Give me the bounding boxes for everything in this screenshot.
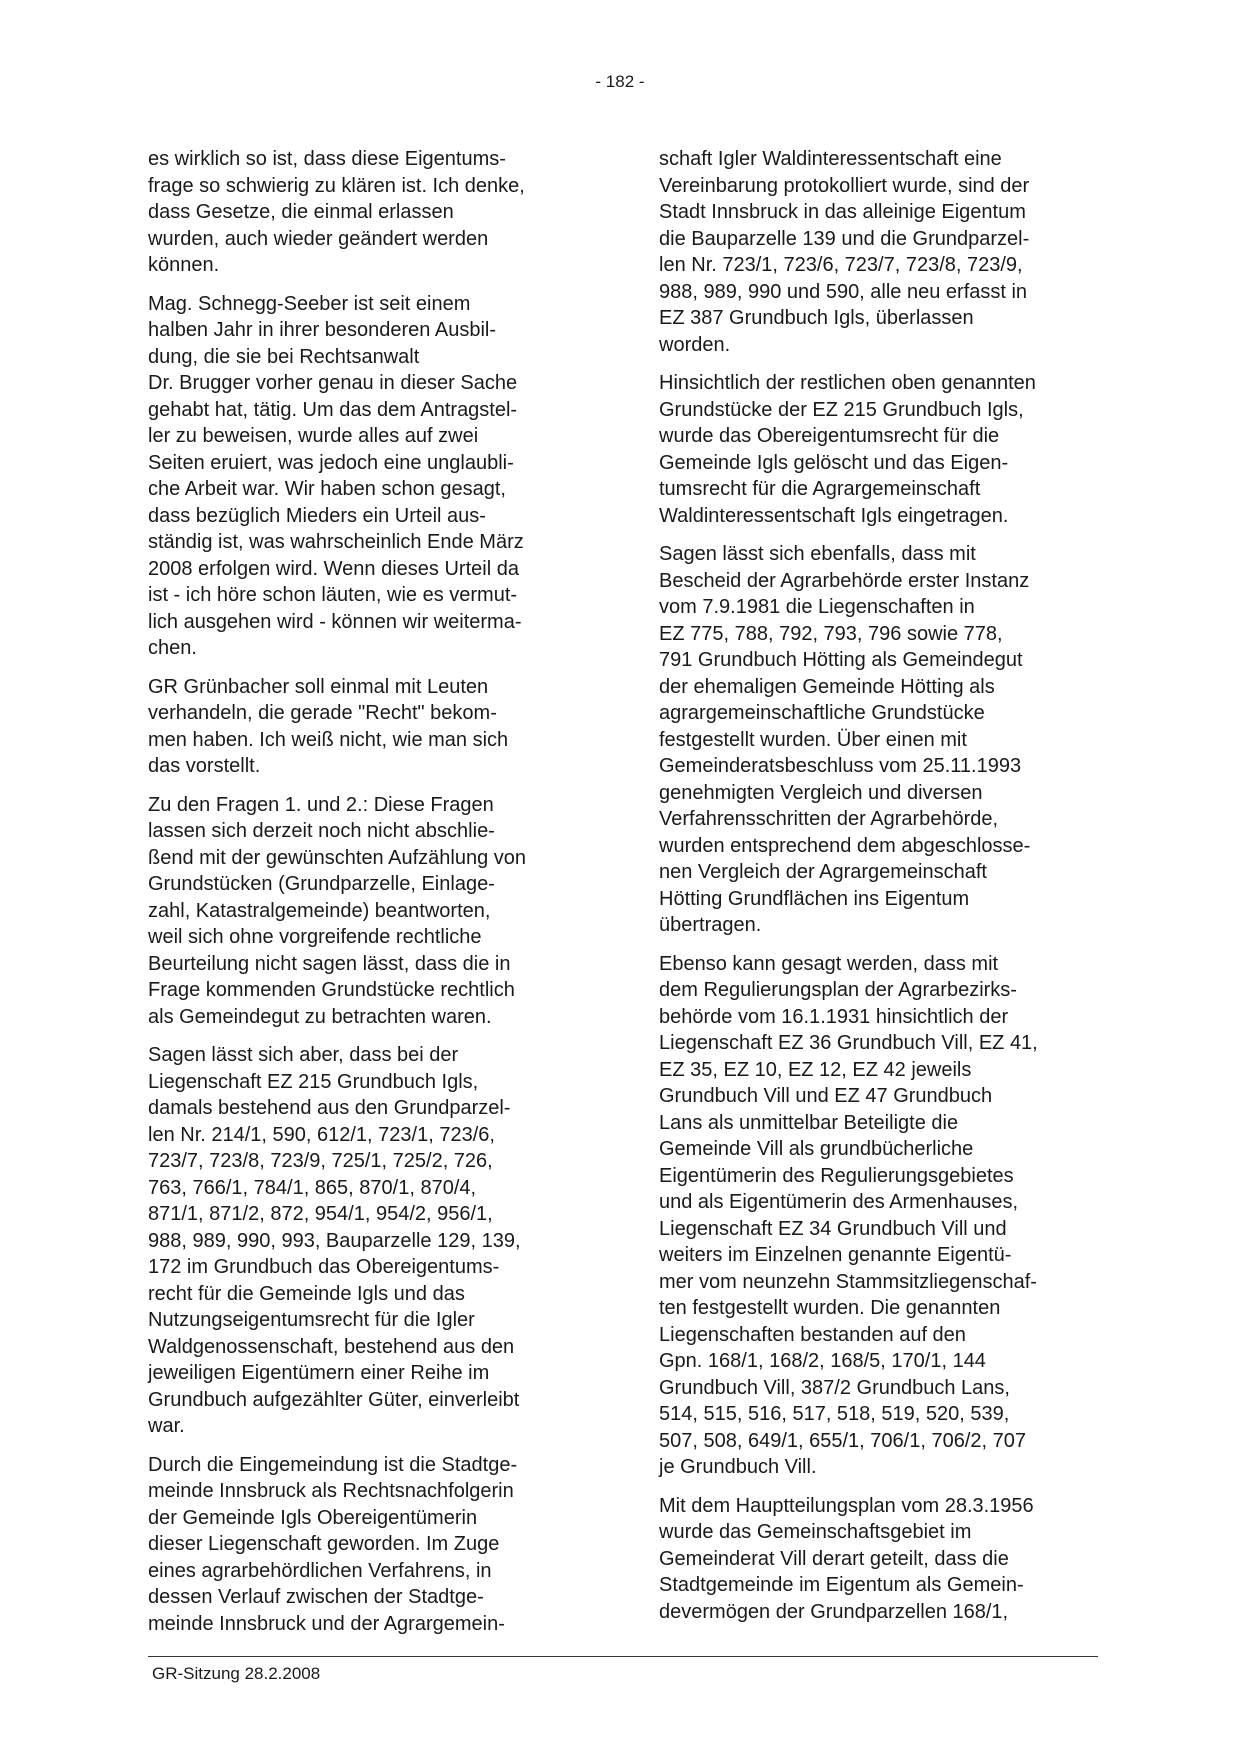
text-line: das vorstellt. — [148, 755, 261, 777]
text-line: wurden, auch wieder geändert werden — [148, 227, 489, 250]
text-line: Lans als unmittelbar Beteiligte die — [659, 1111, 959, 1134]
text-line: Vereinbarung protokolliert wurde, sind der — [659, 174, 1030, 197]
text-line: der ehemaligen Gemeinde Hötting als — [659, 675, 995, 698]
text-line: die Bauparzelle 139 und die Grundparzel- — [659, 227, 1030, 250]
text-line: zahl, Katastralgemeinde) beantworten, — [148, 899, 491, 922]
text-line: 988, 989, 990, 993, Bauparzelle 129, 139, — [148, 1229, 521, 1252]
text-line: Seiten eruiert, was jedoch eine unglaubli- — [148, 451, 514, 474]
text-line: mer vom neunzehn Stammsitzliegenschaf- — [659, 1270, 1037, 1293]
text-line: können. — [148, 254, 220, 276]
text-line: Nutzungseigentumsrecht für die Igler — [148, 1309, 475, 1331]
paragraph — [659, 951, 1095, 1481]
text-line: Grundbuch Vill und EZ 47 Grundbuch — [659, 1085, 993, 1107]
paragraph — [148, 1042, 584, 1440]
text-line: Mit dem Hauptteilungsplan vom 28.3.1956 — [659, 1494, 1034, 1517]
text-line: che Arbeit war. Wir haben schon gesagt, — [148, 478, 506, 500]
text-line: dessen Verlauf zwischen der Stadtge- — [148, 1586, 484, 1608]
text-line: als Gemeindegut zu betrachten waren. — [148, 1005, 492, 1028]
text-line: Grundstücke der EZ 215 Grundbuch Igls, — [659, 398, 1024, 421]
text-line: 723/7, 723/8, 723/9, 725/1, 725/2, 726, — [148, 1150, 493, 1172]
text-line: Sagen lässt sich ebenfalls, dass mit — [659, 543, 976, 565]
text-line: EZ 387 Grundbuch Igls, überlassen — [659, 307, 974, 329]
text-line: es wirklich so ist, dass diese Eigentums- — [148, 148, 506, 170]
text-line: ßend mit der gewünschten Aufzählung von — [148, 846, 527, 869]
text-line: agrargemeinschaftliche Grundstücke — [659, 702, 985, 724]
paragraph — [659, 370, 1095, 529]
text-line: eines agrarbehördlichen Verfahrens, in — [148, 1559, 492, 1582]
text-line: Eigentümerin des Regulierungsgebietes — [659, 1164, 1014, 1187]
text-line: behörde vom 16.1.1931 hinsichtlich der — [659, 1005, 1009, 1028]
text-line: Gpn. 168/1, 168/2, 168/5, 170/1, 144 — [659, 1350, 986, 1372]
text-line: Bescheid der Agrarbehörde erster Instanz — [659, 569, 1030, 592]
text-line: damals bestehend aus den Grundparzel- — [148, 1097, 511, 1119]
text-line: Hötting Grundflächen ins Eigentum — [659, 887, 970, 910]
paragraph — [148, 792, 584, 1031]
text-line: Dr. Brugger vorher genau in dieser Sache — [148, 372, 518, 394]
text-line: ist - ich höre schon läuten, wie es vermut- — [148, 584, 518, 606]
text-line: Beurteilung nicht sagen lässt, dass die in — [148, 952, 511, 975]
text-line: Mag. Schnegg-Seeber ist seit einem — [148, 292, 471, 315]
text-line: schaft Igler Waldinteressentschaft eine — [659, 148, 1002, 170]
text-line: der Gemeinde Igls Obereigentümerin — [148, 1506, 478, 1529]
text-line: Frage kommenden Grundstücke rechtlich — [148, 979, 515, 1001]
text-line: Ebenso kann gesagt werden, dass mit — [659, 952, 999, 975]
text-line: 507, 508, 649/1, 655/1, 706/1, 706/2, 707 — [659, 1429, 1026, 1452]
text-line: Gemeinderat Vill derart geteilt, dass die — [659, 1547, 1009, 1570]
paragraph — [148, 674, 584, 780]
text-line: wurde das Gemeinschaftsgebiet im — [659, 1521, 972, 1543]
text-line: frage so schwierig zu klären ist. Ich denke, — [148, 174, 525, 197]
text-line: ler zu beweisen, wurde alles auf zwei — [148, 425, 479, 447]
text-line: 2008 erfolgen wird. Wenn dieses Urteil da — [148, 557, 519, 580]
text-line: Liegenschaft EZ 34 Grundbuch Vill und — [659, 1217, 1007, 1240]
text-line: 172 im Grundbuch das Obereigentums- — [148, 1256, 500, 1278]
text-line: vom 7.9.1981 die Liegenschaften in — [659, 596, 975, 618]
text-line: lassen sich derzeit noch nicht abschlie- — [148, 820, 495, 842]
text-line: meinde Innsbruck und der Agrargemein- — [148, 1612, 505, 1635]
text-line: dung, die sie bei Rechtsanwalt — [148, 345, 420, 368]
text-line: wurden entsprechend dem abgeschlosse- — [659, 834, 1031, 857]
text-line: Gemeinderatsbeschluss vom 25.11.1993 — [659, 755, 1022, 777]
text-line: weiters im Einzelnen genannte Eigentü- — [659, 1244, 1012, 1266]
text-line: tumsrecht für die Agrargemeinschaft — [659, 478, 981, 500]
text-line: wurde das Obereigentumsrecht für die — [659, 425, 1000, 447]
text-line: Waldinteressentschaft Igls eingetragen. — [659, 504, 1009, 527]
text-line: verhandeln, die gerade "Recht" bekom- — [148, 702, 497, 724]
text-line: Verfahrensschritten der Agrarbehörde, — [659, 808, 999, 830]
text-line: übertragen. — [659, 914, 762, 936]
text-line: Grundbuch aufgezählter Güter, einverleibt — [148, 1388, 520, 1411]
text-line: halben Jahr in ihrer besonderen Ausbil- — [148, 319, 496, 341]
text-line: len Nr. 723/1, 723/6, 723/7, 723/8, 723/9, — [659, 254, 1023, 276]
text-line: Waldgenossenschaft, bestehend aus den — [148, 1335, 515, 1358]
text-line: gehabt hat, tätig. Um das dem Antragstel- — [148, 398, 518, 421]
paragraph — [659, 146, 1095, 358]
text-line: Liegenschaft EZ 36 Grundbuch Vill, EZ 41, — [659, 1032, 1038, 1054]
text-line: Hinsichtlich der restlichen oben genannten — [659, 372, 1036, 394]
text-line: Grundstücken (Grundparzelle, Einlage- — [148, 873, 495, 895]
footer-divider — [148, 1656, 1098, 1657]
text-line: je Grundbuch Vill. — [659, 1456, 817, 1478]
text-line: Stadt Innsbruck in das alleinige Eigentum — [659, 201, 1026, 223]
text-line: chen. — [148, 637, 197, 659]
text-line: dass bezüglich Mieders ein Urteil aus- — [148, 504, 486, 527]
paragraph — [659, 1493, 1095, 1626]
text-line: len Nr. 214/1, 590, 612/1, 723/1, 723/6, — [148, 1123, 495, 1146]
text-line: worden. — [659, 333, 731, 356]
text-line: 763, 766/1, 784/1, 865, 870/1, 870/4, — [148, 1176, 477, 1199]
text-line: genehmigten Vergleich und diversen — [659, 781, 983, 804]
text-line: dass Gesetze, die einmal erlassen — [148, 201, 454, 223]
text-line: festgestellt wurden. Über einen mit — [659, 728, 967, 751]
text-line: EZ 35, EZ 10, EZ 12, EZ 42 jeweils — [659, 1058, 972, 1081]
text-line: Stadtgemeinde im Eigentum als Gemein- — [659, 1574, 1024, 1596]
text-line: 514, 515, 516, 517, 518, 519, 520, 539, — [659, 1403, 1010, 1425]
footer-session-label: GR-Sitzung 28.2.2008 — [152, 1664, 321, 1683]
text-line: ten festgestellt wurden. Die genannten — [659, 1297, 1001, 1319]
text-line: Gemeinde Vill als grundbücherliche — [659, 1138, 974, 1160]
text-line: und als Eigentümerin des Armenhauses, — [659, 1191, 1019, 1213]
text-line: devermögen der Grundparzellen 168/1, — [659, 1600, 1009, 1623]
text-line: weil sich ohne vorgreifende rechtliche — [148, 926, 482, 948]
text-line: jeweiligen Eigentümern einer Reihe im — [148, 1362, 490, 1384]
left-text-column — [148, 146, 584, 1649]
text-line: nen Vergleich der Agrargemeinschaft — [659, 861, 987, 883]
text-line: GR Grünbacher soll einmal mit Leuten — [148, 675, 489, 698]
text-line: dieser Liegenschaft geworden. Im Zuge — [148, 1533, 500, 1555]
text-line: Gemeinde Igls gelöscht und das Eigen- — [659, 451, 1009, 474]
text-line: dem Regulierungsplan der Agrarbezirks- — [659, 979, 1017, 1001]
text-line: Liegenschaft EZ 215 Grundbuch Igls, — [148, 1070, 479, 1093]
text-line: lich ausgehen wird - können wir weiterma- — [148, 610, 522, 633]
text-line: men haben. Ich weiß nicht, wie man sich — [148, 728, 509, 751]
text-line: Zu den Fragen 1. und 2.: Diese Fragen — [148, 793, 494, 816]
text-line: 871/1, 871/2, 872, 954/1, 954/2, 956/1, — [148, 1203, 493, 1225]
text-line: EZ 775, 788, 792, 793, 796 sowie 778, — [659, 622, 1003, 645]
text-line: Durch die Eingemeindung ist die Stadtge- — [148, 1453, 518, 1476]
text-line: 988, 989, 990 und 590, alle neu erfasst in — [659, 280, 1028, 303]
page-number: - 182 - — [595, 72, 645, 91]
text-line: ständig ist, was wahrscheinlich Ende März — [148, 531, 524, 553]
text-line: war. — [148, 1415, 185, 1437]
right-text-column — [659, 146, 1095, 1637]
paragraph — [148, 291, 584, 662]
text-line: meinde Innsbruck als Rechtsnachfolgerin — [148, 1480, 514, 1502]
text-line: 791 Grundbuch Hötting als Gemeindegut — [659, 649, 1023, 671]
paragraph — [148, 1452, 584, 1638]
text-line: Sagen lässt sich aber, dass bei der — [148, 1044, 459, 1066]
paragraph — [659, 541, 1095, 939]
paragraph — [148, 146, 584, 279]
text-line: recht für die Gemeinde Igls und das — [148, 1282, 465, 1305]
text-line: Grundbuch Vill, 387/2 Grundbuch Lans, — [659, 1376, 1010, 1399]
text-line: Liegenschaften bestanden auf den — [659, 1323, 966, 1346]
